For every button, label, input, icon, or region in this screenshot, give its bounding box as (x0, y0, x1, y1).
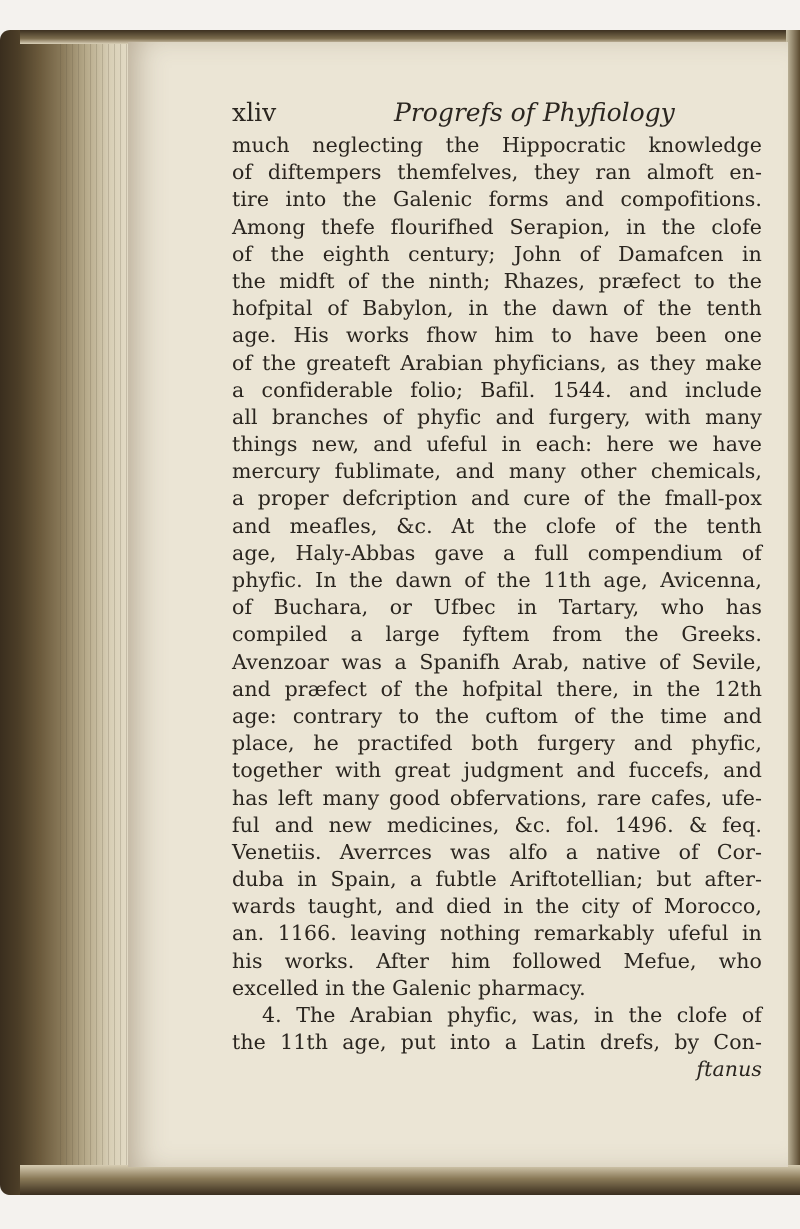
page-number: xliv (232, 98, 277, 127)
catchword: ftanus (696, 1057, 762, 1082)
text-line: a proper defcription and cure of the fmall-pox (232, 486, 762, 511)
text-line: much neglecting the Hippocratic knowledge (232, 133, 762, 157)
text-line: wards taught, and died in the city of Morocco, (232, 894, 762, 919)
text-line: of Buchara, or Ufbec in Tartary, who has (232, 595, 762, 620)
page-header (232, 98, 752, 134)
text-line: and meafles, &c. At the clofe of the tenth (232, 513, 762, 538)
text-line: phyfic. In the dawn of the 11th age, Avicenna, (232, 568, 762, 592)
text-line: age, Haly-Abbas gave a full compendium of (232, 540, 762, 565)
text-line: things new, and ufeful in each: here we have (232, 432, 762, 457)
text-line: age: contrary to the cuftom of the time and (232, 703, 762, 728)
text-line: his works. After him followed Mefue, who (232, 948, 762, 973)
text-line: and præfect of the hofpital there, in the 12th (232, 676, 762, 701)
text-line: mercury fublimate, and many other chemicals, (232, 459, 762, 484)
text-line: of diftempers themfelves, they ran almoft en- (232, 160, 762, 185)
text-line: tire into the Galenic forms and compofitions. (232, 187, 762, 212)
text-line: the 11th age, put into a Latin drefs, by Con- (232, 1030, 762, 1055)
text-line: has left many good obfervations, rare cafes, ufe- (232, 785, 762, 810)
text-line: a confiderable folio; Bafil. 1544. and include (232, 377, 762, 402)
text-line: 4. The Arabian phyfic, was, in the clofe of (262, 1003, 762, 1027)
text-line: together with great judgment and fuccefs, and (232, 758, 762, 783)
text-line: hofpital of Babylon, in the dawn of the tenth (232, 296, 762, 321)
text-line: an. 1166. leaving nothing remarkably ufeful in (232, 921, 762, 946)
body-text (232, 132, 762, 1084)
text-line: age. His works fhow him to have been one (232, 323, 762, 348)
text-line: the midft of the ninth; Rhazes, præfect to the (232, 268, 762, 293)
text-line: duba in Spain, a fubtle Ariftotellian; but after- (232, 867, 762, 892)
text-line: ful and new medicines, &c. fol. 1496. & feq. (232, 812, 762, 837)
text-line: place, he practifed both furgery and phyfic, (232, 731, 762, 756)
running-head: Progrefs of Phyfiology (394, 98, 675, 127)
text-line: Venetiis. Averrces was alfo a native of Cor- (232, 839, 762, 864)
text-line: all branches of phyfic and furgery, with many (232, 404, 762, 429)
text-line: Avenzoar was a Spanifh Arab, native of Sevile, (232, 649, 762, 674)
book-bottom-edge (20, 1165, 800, 1195)
text-line: excelled in the Galenic pharmacy. (232, 975, 586, 1000)
text-line: of the eighth century; John of Damafcen in (232, 241, 762, 266)
text-line: Among thefe flourifhed Serapion, in the clofe (232, 214, 762, 239)
text-line: of the greateft Arabian phyficians, as they make (232, 350, 762, 375)
text-line: compiled a large fyftem from the Greeks. (232, 622, 762, 647)
book-right-edge (786, 30, 800, 1195)
